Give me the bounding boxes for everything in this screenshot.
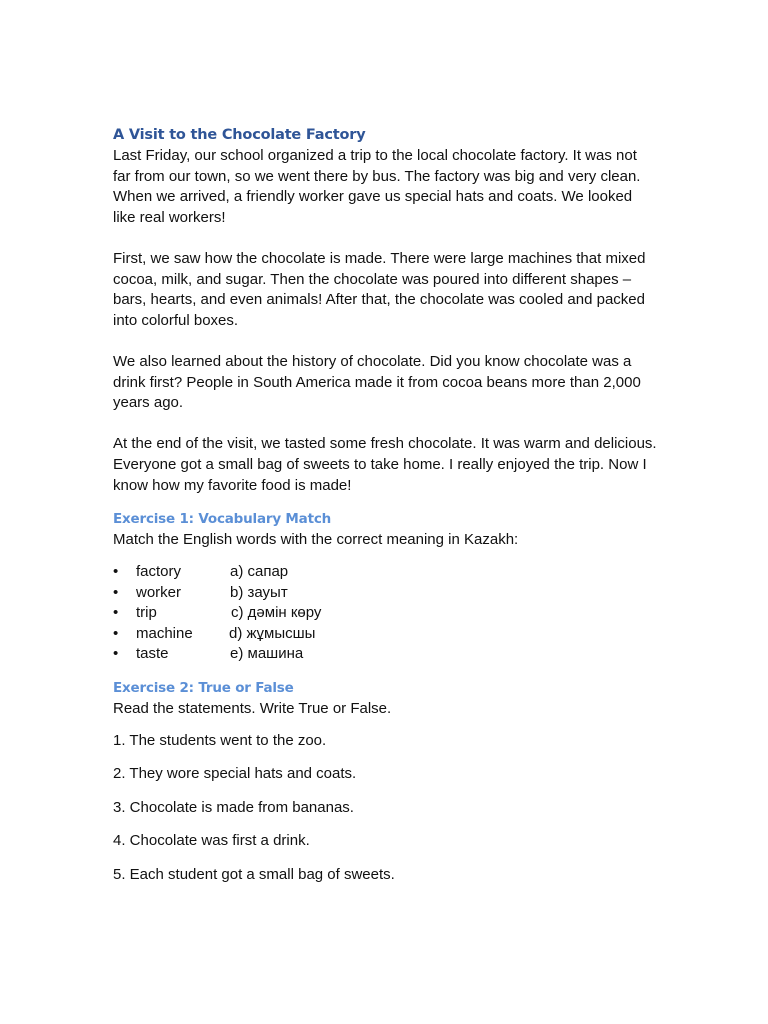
story-paragraph: Last Friday, our school organized a trip to the local chocolate factory. It was not far from our town, so we went there by bus. The factory was big and very clean. When we arrived, a friendly worker gave us special hats and coats. We looked like real workers! <box>113 147 641 226</box>
english-word: worker <box>136 583 182 601</box>
story-paragraph: At the end of the visit, we tasted some fresh chocolate. It was warm and delicious. Everyone got a small bag of sweets to take home. I really enjoyed the trip. Now I know how my favorite food is made! <box>113 435 657 494</box>
true-false-statement: 1. The students went to the zoo. <box>113 731 327 749</box>
true-false-statement: 5. Each student got a small bag of sweets. <box>113 865 395 883</box>
true-false-statement: 4. Chocolate was first a drink. <box>113 832 310 850</box>
true-false-statement: 3. Chocolate is made from bananas. <box>113 798 354 816</box>
vocabulary-item <box>113 624 658 645</box>
vocabulary-list <box>113 562 658 665</box>
vocabulary-item <box>113 583 658 604</box>
kazakh-meaning: c) дәмін көру <box>231 604 322 622</box>
english-word: factory <box>136 563 182 581</box>
bullet-icon: • <box>113 563 119 581</box>
bullet-icon: • <box>113 604 119 622</box>
exercise-1-heading: Exercise 1: Vocabulary Match <box>113 511 332 528</box>
kazakh-meaning: e) машина <box>230 645 304 663</box>
document-title: A Visit to the Chocolate Factory <box>113 127 366 143</box>
english-word: trip <box>136 604 157 622</box>
english-word: machine <box>136 624 193 642</box>
vocabulary-item <box>113 562 658 583</box>
story-paragraph: We also learned about the history of chocolate. Did you know chocolate was a drink first? People in South America made it from cocoa beans more than 2,000 years ago. <box>113 352 641 412</box>
vocabulary-item <box>113 644 658 665</box>
kazakh-meaning: d) жұмысшы <box>229 624 316 642</box>
vocabulary-item <box>113 603 658 624</box>
exercise-1-instruction: Match the English words with the correct meaning in Kazakh: <box>113 531 519 549</box>
bullet-icon: • <box>113 645 119 663</box>
kazakh-meaning: a) сапар <box>230 563 289 581</box>
document-page <box>113 124 658 898</box>
true-false-statement: 2. They wore special hats and coats. <box>113 765 357 783</box>
story-paragraph: First, we saw how the chocolate is made. There were large machines that mixed cocoa, milk, and sugar. Then the chocolate was poured into different shapes – bars, hearts, and even animals! After that, the chocolate was cooled and packed into colorful boxes. <box>113 249 646 329</box>
bullet-icon: • <box>113 583 119 601</box>
exercise-2-instruction: Read the statements. Write True or False. <box>113 699 392 717</box>
english-word: taste <box>136 645 169 663</box>
exercise-2-heading: Exercise 2: True or False <box>113 679 294 696</box>
bullet-icon: • <box>113 624 119 642</box>
kazakh-meaning: b) зауыт <box>230 583 288 601</box>
